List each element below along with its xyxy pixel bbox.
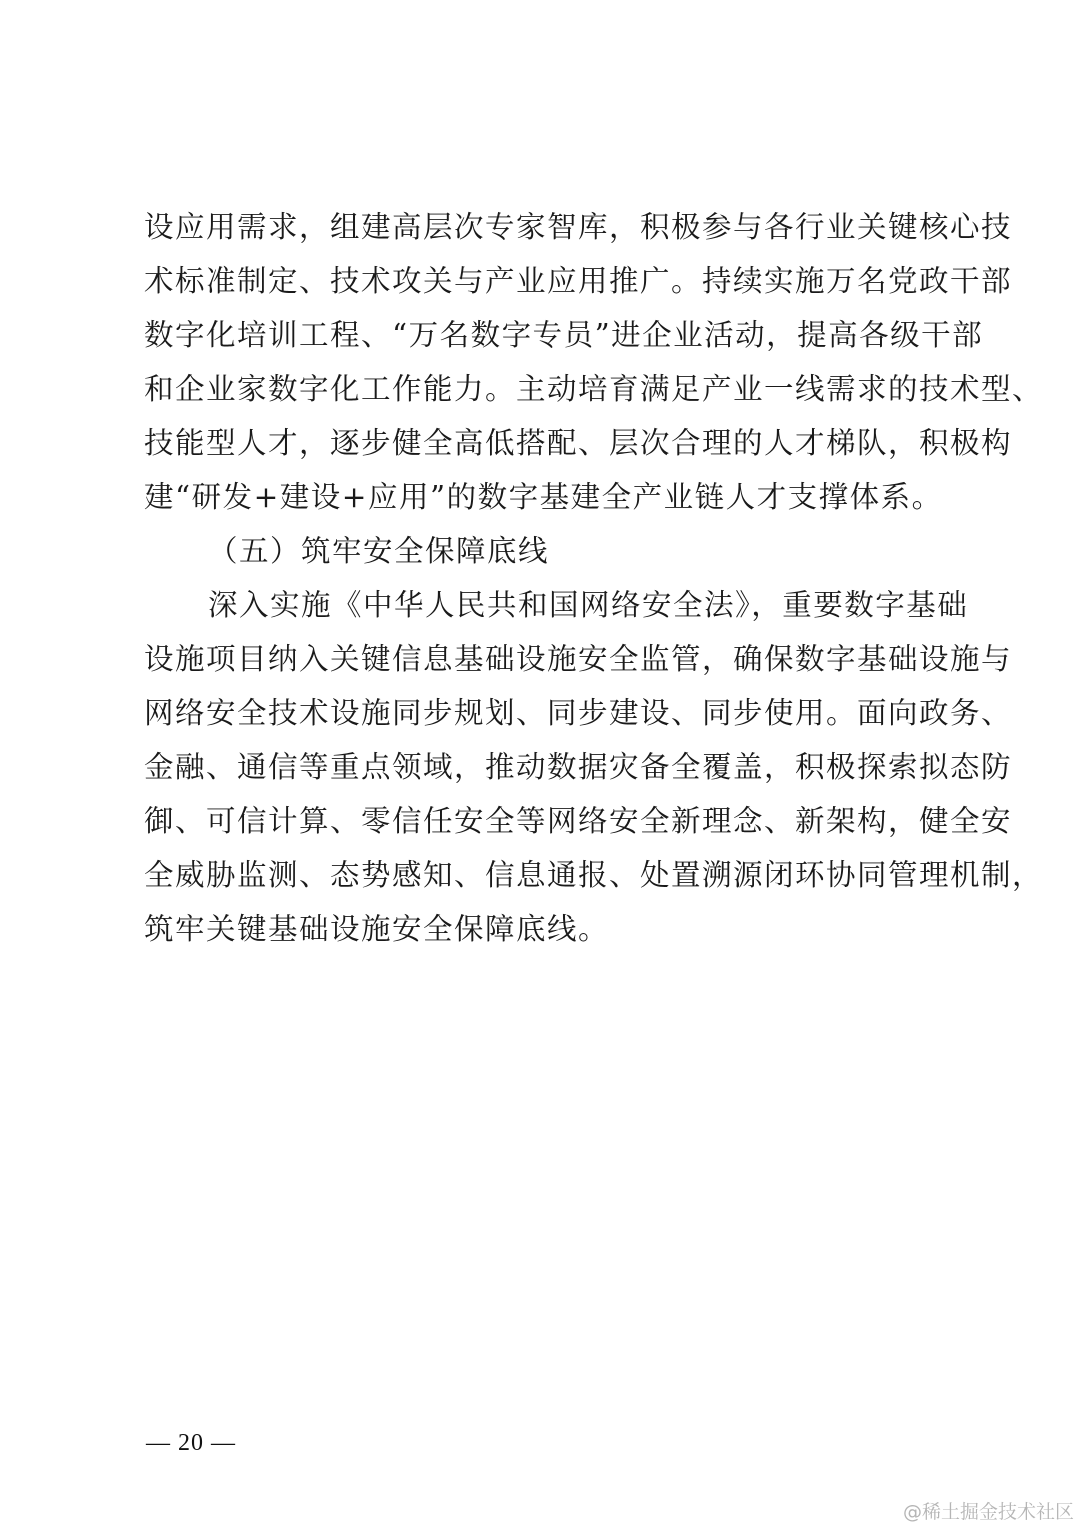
text-line: 建“研发+建设+应用”的数字基建全产业链人才支撑体系。 [144,480,943,514]
document-body [144,206,1044,962]
paragraph-security [144,584,1044,962]
text-line: 数字化培训工程、“万名数字专员”进企业活动，提高各级干部 [144,318,984,352]
paragraph-talent [144,206,1044,530]
text-line: 筑牢关键基础设施安全保障底线。 [144,912,610,946]
text-line: 设施项目纳入关键信息基础设施安全监管，确保数字基础设施与 [144,642,1013,676]
text-line: 金融、通信等重点领域，推动数据灾备全覆盖，积极探索拟态防 [144,750,1013,784]
text-line: 网络安全技术设施同步规划、同步建设、同步使用。面向政务、 [144,696,1013,730]
text-line: 和企业家数字化工作能力。主动培育满足产业一线需求的技术型、 [144,372,1044,406]
text-line: 术标准制定、技术攻关与产业应用推广。持续实施万名党政干部 [144,264,1013,298]
text-line: 技能型人才，逐步健全高低搭配、层次合理的人才梯队，积极构 [144,426,1013,460]
text-line: 御、可信计算、零信任安全等网络安全新理念、新架构，健全安 [144,804,1013,838]
text-line: 深入实施《中华人民共和国网络安全法》，重要数字基础 [208,588,969,622]
page-number: — 20 — [146,1430,236,1456]
section-heading: （五）筑牢安全保障底线 [208,534,550,568]
watermark: @稀土掘金技术社区 [902,1501,1074,1523]
text-line: 全威胁监测、态势感知、信息通报、处置溯源闭环协同管理机制， [144,858,1044,892]
text-line: 设应用需求，组建高层次专家智库，积极参与各行业关键核心技 [144,210,1013,244]
